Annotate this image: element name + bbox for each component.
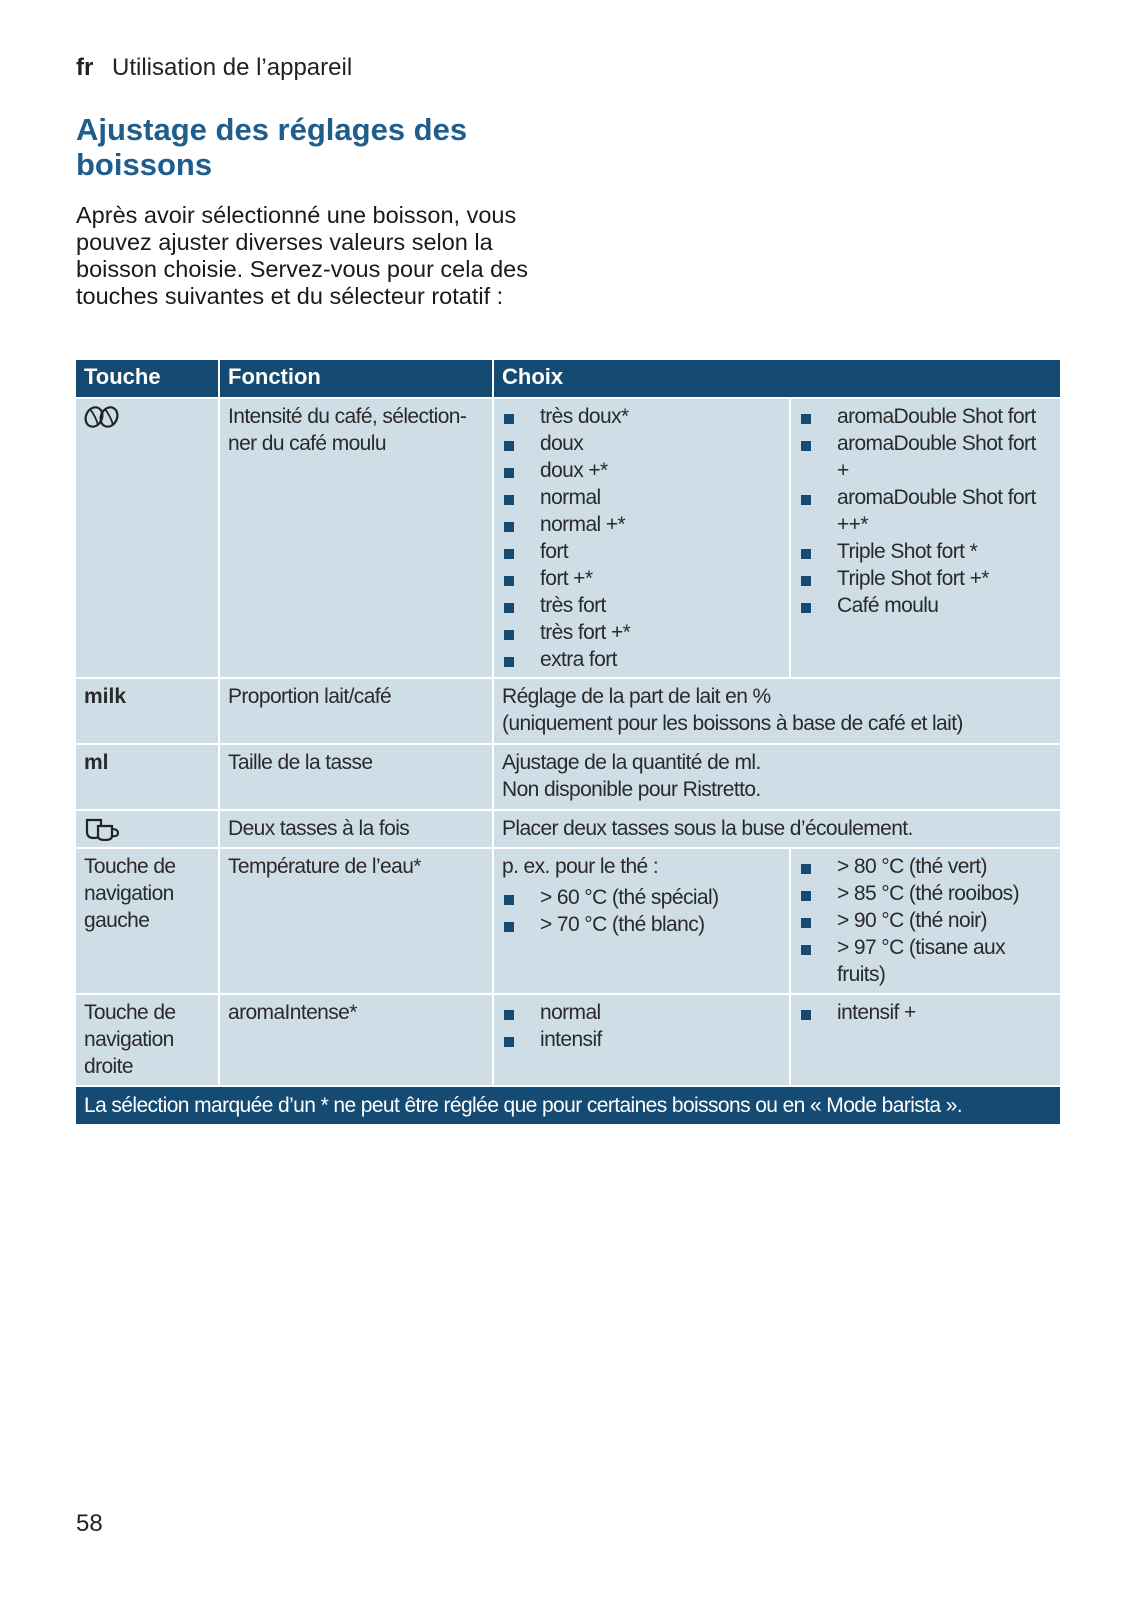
table-row-two-cups [76, 809, 1060, 847]
bullet-icon [504, 414, 514, 424]
bullet-icon [504, 603, 514, 613]
two-cups-icon [84, 817, 122, 841]
list-item: extra fort [502, 646, 781, 673]
choice-cell [494, 849, 1060, 993]
section-title: Utilisation de l’appareil [112, 54, 353, 81]
list-item: normal +* [502, 511, 781, 538]
list-item: > 90 °C (thé noir) [799, 907, 1052, 934]
list-item: > 70 °C (thé blanc) [502, 911, 781, 938]
list-item: fort +* [502, 565, 781, 592]
table-row-milk [76, 677, 1060, 743]
header-fonction: Fonction [220, 360, 494, 397]
table-row-nav-right [76, 993, 1060, 1085]
bullet-icon [504, 576, 514, 586]
bullet-icon [504, 495, 514, 505]
page-number: 58 [76, 1510, 103, 1537]
bullet-icon [801, 576, 811, 586]
choice-col-a [494, 995, 791, 1085]
list-item: > 60 °C (thé spécial) [502, 884, 781, 911]
choice-text-line: Non disponible pour Ristretto. [502, 778, 761, 801]
bullet-icon [504, 630, 514, 640]
bullet-icon [801, 441, 811, 451]
key-cell [76, 399, 220, 677]
list-item: très fort +* [502, 619, 781, 646]
key-text-line: Touche de [84, 1001, 176, 1024]
choice-text-line: Ajustage de la quantité de ml. [502, 751, 761, 774]
header-touche: Touche [76, 360, 220, 397]
list-item: Café moulu [799, 592, 1052, 619]
language-tag: fr [76, 54, 94, 81]
function-cell [220, 399, 494, 677]
bullet-icon [801, 945, 811, 955]
function-text-line: Intensité du café, sélection- [228, 405, 467, 428]
list-item: normal [502, 999, 781, 1026]
list-item: > 97 °C (tisane aux fruits) [799, 934, 1052, 988]
table-footnote: La sélection marquée d’un * ne peut être réglée que pour certaines boissons ou en « Mode barista ». [76, 1085, 1060, 1124]
list-item: fort [502, 538, 781, 565]
key-cell [76, 995, 220, 1085]
list-item: intensif + [799, 999, 1052, 1026]
choice-col-b [791, 995, 1060, 1085]
choice-intro: p. ex. pour le thé : [502, 855, 659, 878]
list-item: aromaDouble Shot fort [799, 403, 1052, 430]
key-cell [76, 811, 220, 847]
bullet-icon [504, 922, 514, 932]
header-choix: Choix [502, 364, 564, 389]
settings-table [76, 360, 1060, 1124]
choice-col-a [494, 849, 791, 993]
choice-cell [494, 399, 1060, 677]
function-cell: Température de l’eau* [220, 849, 494, 993]
table-row-intensity [76, 397, 1060, 677]
key-cell [76, 849, 220, 993]
bullet-icon [801, 891, 811, 901]
list-item: > 85 °C (thé rooibos) [799, 880, 1052, 907]
function-cell: Deux tasses à la fois [220, 811, 494, 847]
choice-col-b [791, 849, 1060, 993]
function-cell: Taille de la tasse [220, 745, 494, 809]
choice-cell: Placer deux tasses sous la buse d’écoulement. [502, 817, 913, 840]
page-header [76, 54, 352, 82]
list-item: très fort [502, 592, 781, 619]
bullet-icon [504, 657, 514, 667]
intro-paragraph: Après avoir sélectionné une boisson, vous pouvez ajuster diverses valeurs selon la boisson choisie. Servez-vous pour cela des touches suivantes et du sélecteur rotatif : [76, 202, 528, 309]
coffee-beans-icon [84, 405, 120, 429]
bullet-icon [504, 1037, 514, 1047]
bullet-icon [504, 895, 514, 905]
function-text-line: ner du café moulu [228, 432, 386, 455]
bullet-icon [801, 918, 811, 928]
table-row-nav-left [76, 847, 1060, 993]
list-item: > 80 °C (thé vert) [799, 853, 1052, 880]
list-item: aromaDouble Shot fort + [799, 430, 1052, 484]
table-row-ml [76, 743, 1060, 809]
choice-cell [494, 679, 1060, 743]
bullet-icon [801, 864, 811, 874]
bullet-icon [504, 441, 514, 451]
key-text-line: Touche de [84, 855, 176, 878]
function-cell: aromaIntense* [220, 995, 494, 1085]
bullet-icon [801, 549, 811, 559]
key-cell: ml [76, 745, 220, 809]
list-item: intensif [502, 1026, 781, 1053]
function-cell: Proportion lait/café [220, 679, 494, 743]
bullet-icon [504, 522, 514, 532]
table-header [76, 360, 1060, 397]
list-item: normal [502, 484, 781, 511]
list-item: Triple Shot fort +* [799, 565, 1052, 592]
choice-text-line: (uniquement pour les boissons à base de café et lait) [502, 712, 963, 735]
choice-col-a [494, 399, 791, 677]
bullet-icon [504, 468, 514, 478]
bullet-icon [504, 1010, 514, 1020]
key-text-line: navigation [84, 1028, 174, 1051]
list-item: Triple Shot fort * [799, 538, 1052, 565]
list-item: aromaDouble Shot fort ++* [799, 484, 1052, 538]
key-text-line: gauche [84, 909, 150, 932]
list-item: très doux* [502, 403, 781, 430]
choice-text-line: Réglage de la part de lait en % [502, 685, 771, 708]
choice-cell [494, 745, 1060, 809]
key-text-line: droite [84, 1055, 133, 1078]
list-item: doux [502, 430, 781, 457]
key-cell: milk [76, 679, 220, 743]
choice-col-b [791, 399, 1060, 677]
bullet-icon [801, 414, 811, 424]
list-item: doux +* [502, 457, 781, 484]
bullet-icon [504, 549, 514, 559]
bullet-icon [801, 495, 811, 505]
choice-cell [494, 995, 1060, 1085]
key-text-line: navigation [84, 882, 174, 905]
bullet-icon [801, 603, 811, 613]
bullet-icon [801, 1010, 811, 1020]
page-title: Ajustage des réglages des boissons [76, 112, 468, 182]
